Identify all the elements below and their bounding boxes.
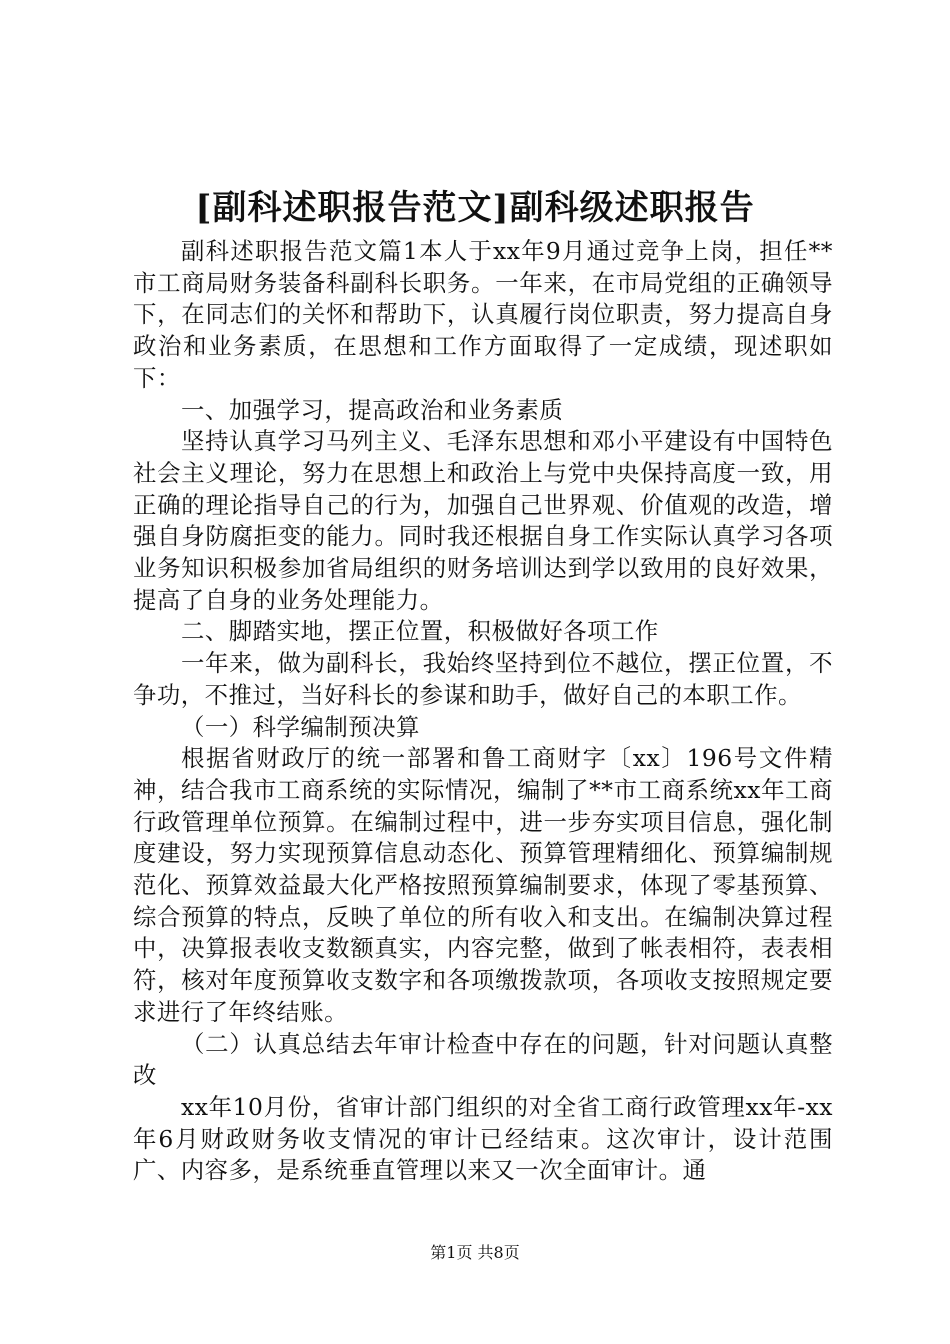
paragraph-intro: 副科述职报告范文篇1本人于xx年9月通过竞争上岗，担任**市工商局财务装备科副科长职务。一年来，在市局党组的正确领导下，在同志们的关怀和帮助下，认真履行岗位职责，努力提高自身政治和业务素质，在思想和工作方面取得了一定成绩，现述职如下： [133,237,833,392]
subsection-heading-2: （二）认真总结去年审计检查中存在的问题，针对问题认真整改 [133,1029,833,1090]
paragraph-audit: xx年10月份，省审计部门组织的对全省工商行政管理xx年-xx年6月财政财务收支情况的审计已经结束。这次审计，设计范围广、内容多，是系统垂直管理以来又一次全面审计。通 [133,1092,833,1185]
section-heading-1: 一、加强学习，提高政治和业务素质 [181,395,564,424]
document-body [133,236,833,1187]
page-footer: 第1页 共8页 [430,1243,520,1262]
section-heading-2: 二、脚踏实地，摆正位置，积极做好各项工作 [181,617,659,646]
paragraph-study: 坚持认真学习马列主义、毛泽东思想和邓小平建设有中国特色社会主义理论，努力在思想上和政治上与党中央保持高度一致，用正确的理论指导自己的行为，加强自己世界观、价值观的改造，增强自身防腐拒变的能力。同时我还根据自身工作实际认真学习各项业务知识积极参加省局组织的财务培训达到学以致用的良好效果，提高了自身的业务处理能力。 [133,427,833,614]
document-title: [副科述职报告范文]副科级述职报告 [195,188,755,228]
paragraph-budget: 根据省财政厅的统一部署和鲁工商财字〔xx〕196号文件精神，结合我市工商系统的实际情况，编制了**市工商系统xx年工商行政管理单位预算。在编制过程中，进一步夯实项目信息，强化制度建设，努力实现预算信息动态化、预算管理精细化、预算编制规范化、预算效益最大化严格按照预算编制要求，体现了零基预算、综合预算的特点，反映了单位的所有收入和支出。在编制决算过程中，决算报表收支数额真实，内容完整，做到了帐表相符，表表相符，核对年度预算收支数字和各项缴拨款项，各项收支按照规定要求进行了年终结账。 [133,744,833,1026]
paragraph-position: 一年来，做为副科长，我始终坚持到位不越位，摆正位置，不争功，不推过，当好科长的参谋和助手，做好自己的本职工作。 [133,649,833,709]
subsection-heading-1: （一）科学编制预决算 [181,712,420,741]
